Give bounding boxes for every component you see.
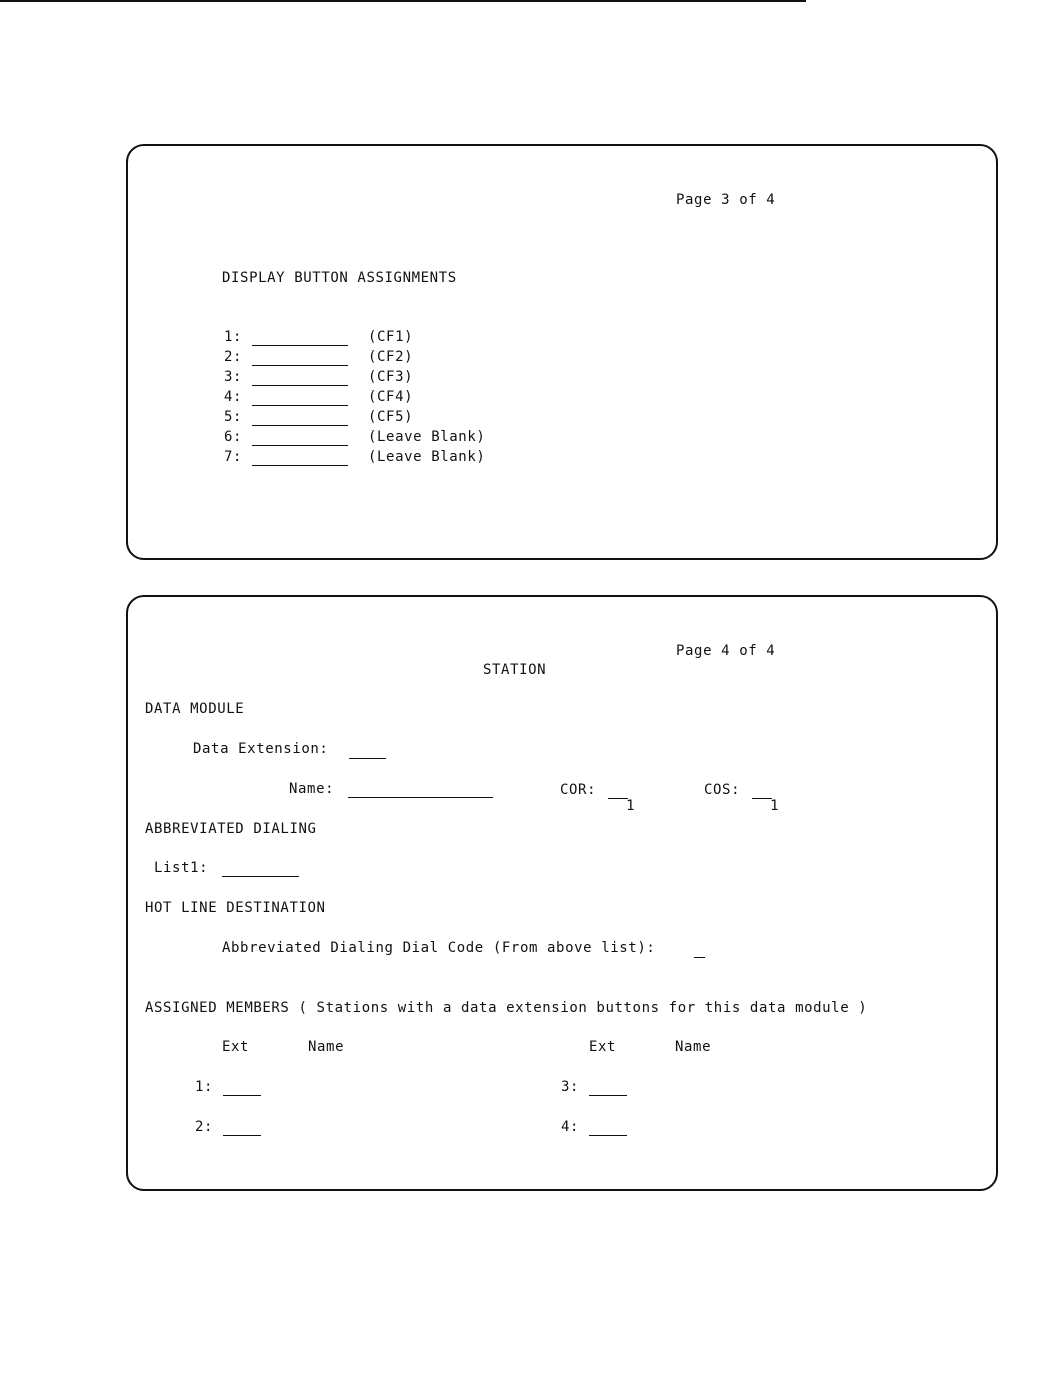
col-name-header: Name — [308, 1039, 345, 1055]
member-number: 1: — [195, 1079, 214, 1095]
button-note: (CF3) — [368, 369, 414, 385]
dial-code-label: Abbreviated Dialing Dial Code (From above list): — [222, 940, 656, 956]
member-2-ext-field[interactable] — [223, 1135, 261, 1136]
col-ext-header: Ext — [222, 1039, 250, 1055]
button-7-field[interactable] — [252, 465, 348, 466]
cor-value: 1 — [626, 798, 636, 814]
abbreviated-dialing-heading: ABBREVIATED DIALING — [145, 821, 317, 837]
col-name-header: Name — [675, 1039, 712, 1055]
member-1-ext-field[interactable] — [223, 1095, 261, 1096]
button-number: 2: — [224, 349, 243, 365]
member-number: 3: — [561, 1079, 580, 1095]
button-note: (CF5) — [368, 409, 414, 425]
button-2-field[interactable] — [252, 365, 348, 366]
page3-page-label: Page 3 of 4 — [676, 192, 776, 208]
member-3-ext-field[interactable] — [589, 1095, 627, 1096]
button-note: (Leave Blank) — [368, 449, 486, 465]
button-3-field[interactable] — [252, 385, 348, 386]
button-number: 4: — [224, 389, 243, 405]
cos-field[interactable] — [752, 782, 780, 814]
assigned-members-heading: ASSIGNED MEMBERS ( Stations with a data extension buttons for this data module ) — [145, 1000, 868, 1016]
button-number: 3: — [224, 369, 243, 385]
cor-label: COR: — [560, 782, 597, 798]
list1-label: List1: — [154, 860, 209, 876]
button-number: 5: — [224, 409, 243, 425]
member-number: 4: — [561, 1119, 580, 1135]
button-number: 7: — [224, 449, 243, 465]
page3-screen — [126, 144, 998, 560]
name-field[interactable] — [348, 797, 493, 798]
list1-field[interactable] — [222, 876, 299, 877]
data-extension-field[interactable] — [349, 758, 386, 759]
button-5-field[interactable] — [252, 425, 348, 426]
page4-title: STATION — [483, 662, 547, 678]
cos-value: 1 — [770, 798, 780, 814]
page4-page-label: Page 4 of 4 — [676, 643, 776, 659]
dial-code-field[interactable] — [694, 957, 705, 958]
member-4-ext-field[interactable] — [589, 1135, 627, 1136]
page3-heading: DISPLAY BUTTON ASSIGNMENTS — [222, 270, 457, 286]
data-module-heading: DATA MODULE — [145, 701, 245, 717]
top-rule — [0, 0, 806, 2]
member-number: 2: — [195, 1119, 214, 1135]
button-4-field[interactable] — [252, 405, 348, 406]
button-6-field[interactable] — [252, 445, 348, 446]
button-note: (CF1) — [368, 329, 414, 345]
cor-field[interactable] — [608, 782, 636, 814]
name-label: Name: — [289, 781, 335, 797]
page4-screen — [126, 595, 998, 1191]
col-ext-header: Ext — [589, 1039, 617, 1055]
button-1-field[interactable] — [252, 345, 348, 346]
button-note: (CF2) — [368, 349, 414, 365]
button-number: 6: — [224, 429, 243, 445]
data-extension-label: Data Extension: — [193, 741, 329, 757]
button-note: (CF4) — [368, 389, 414, 405]
cos-label: COS: — [704, 782, 741, 798]
button-number: 1: — [224, 329, 243, 345]
hot-line-heading: HOT LINE DESTINATION — [145, 900, 326, 916]
button-note: (Leave Blank) — [368, 429, 486, 445]
